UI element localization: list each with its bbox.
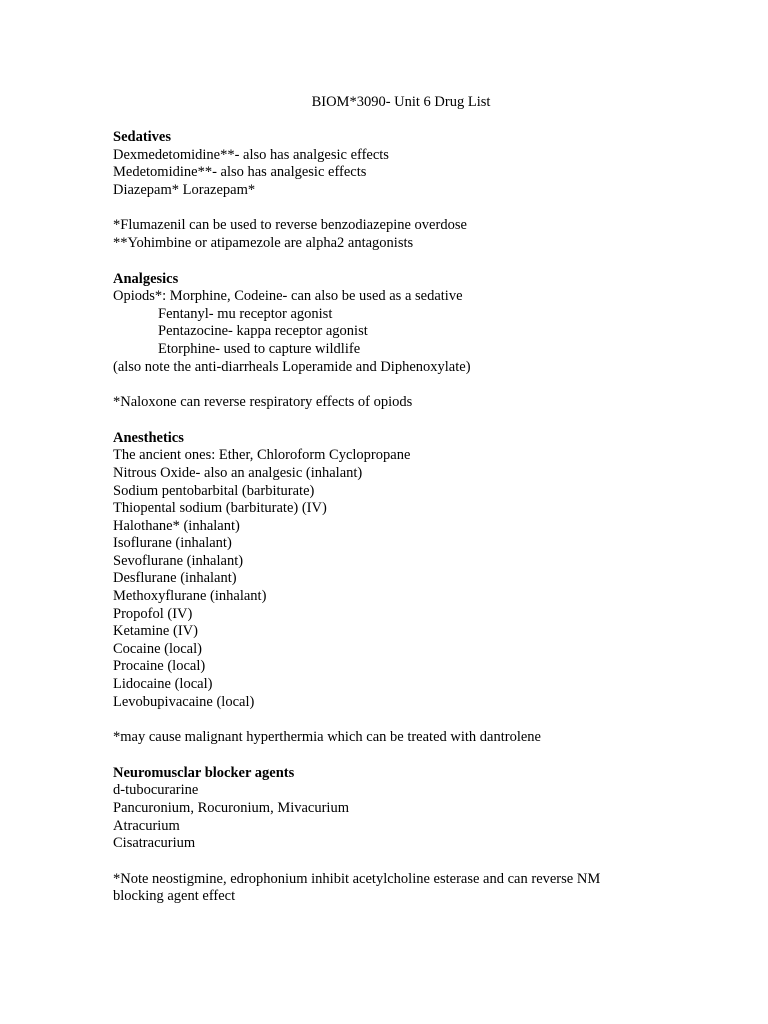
analgesics-note: *Naloxone can reverse respiratory effects of opiods	[113, 394, 413, 411]
anesthetics-line: Sevoflurane (inhalant)	[113, 552, 244, 569]
anesthetics-line: Methoxyflurane (inhalant)	[113, 588, 267, 605]
document-page	[113, 93, 673, 906]
anesthetics-line: Cocaine (local)	[113, 640, 202, 657]
anesthetics-heading: Anesthetics	[113, 429, 184, 446]
sedatives-note: **Yohimbine or atipamezole are alpha2 antagonists	[113, 234, 414, 251]
anesthetics-line: Halothane* (inhalant)	[113, 517, 240, 534]
neuromuscular-note: *Note neostigmine, edrophonium inhibit acetylcholine esterase and can reverse NM	[113, 870, 601, 887]
document-title: BIOM*3090- Unit 6 Drug List	[311, 94, 491, 110]
neuromuscular-note: blocking agent effect	[113, 888, 236, 905]
anesthetics-line: Procaine (local)	[113, 658, 206, 675]
neuromuscular-line: d-tubocurarine	[113, 782, 199, 799]
anesthetics-line: Levobupivacaine (local)	[113, 693, 255, 710]
anesthetics-line: Desflurane (inhalant)	[113, 570, 237, 587]
neuromuscular-line: Cisatracurium	[113, 835, 196, 852]
analgesics-section	[113, 271, 673, 412]
opioids-line: Opiods*: Morphine, Codeine- can also be used as a sedative	[113, 288, 463, 305]
neuromuscular-line: Atracurium	[113, 817, 180, 834]
analgesics-indented-line: Etorphine- used to capture wildlife	[158, 340, 361, 357]
analgesics-heading: Analgesics	[113, 270, 179, 287]
spacer	[113, 199, 673, 217]
anesthetics-line: Nitrous Oxide- also an analgesic (inhalant)	[113, 464, 363, 481]
anesthetics-line: Thiopental sodium (barbiturate) (IV)	[113, 500, 327, 517]
neuromuscular-section	[113, 765, 673, 906]
anesthetics-note: *may cause malignant hyperthermia which can be treated with dantrolene	[113, 729, 541, 746]
analgesics-indented-line: Fentanyl- mu receptor agonist	[158, 305, 333, 322]
spacer	[113, 253, 673, 271]
spacer	[113, 376, 673, 394]
anesthetics-line: Isoflurane (inhalant)	[113, 535, 232, 552]
anesthetics-line: Lidocaine (local)	[113, 676, 213, 693]
neuromuscular-line: Pancuronium, Rocuronium, Mivacurium	[113, 800, 349, 816]
anesthetics-line: The ancient ones: Ether, Chloroform Cyclopropane	[113, 447, 411, 464]
analgesics-indented-line: Pentazocine- kappa receptor agonist	[158, 323, 368, 340]
anesthetics-section	[113, 430, 673, 747]
anesthetics-line: Ketamine (IV)	[113, 623, 198, 640]
sedatives-section	[113, 129, 673, 253]
sedatives-note: *Flumazenil can be used to reverse benzodiazepine overdose	[113, 217, 467, 234]
neuromuscular-heading: Neuromusclar blocker agents	[113, 764, 295, 781]
spacer	[113, 853, 673, 871]
anesthetics-line: Sodium pentobarbital (barbiturate)	[113, 482, 315, 499]
sedatives-heading: Sedatives	[113, 129, 171, 145]
sedatives-line: Medetomidine**- also has analgesic effects	[113, 164, 367, 181]
sedatives-line: Diazepam* Lorazepam*	[113, 181, 256, 198]
spacer	[113, 412, 673, 430]
anesthetics-line: Propofol (IV)	[113, 605, 193, 622]
sedatives-line: Dexmedetomidine**- also has analgesic effects	[113, 146, 389, 163]
spacer	[113, 711, 673, 729]
analgesics-also-note: (also note the anti-diarrheals Loperamide and Diphenoxylate)	[113, 358, 471, 375]
spacer	[113, 747, 673, 765]
